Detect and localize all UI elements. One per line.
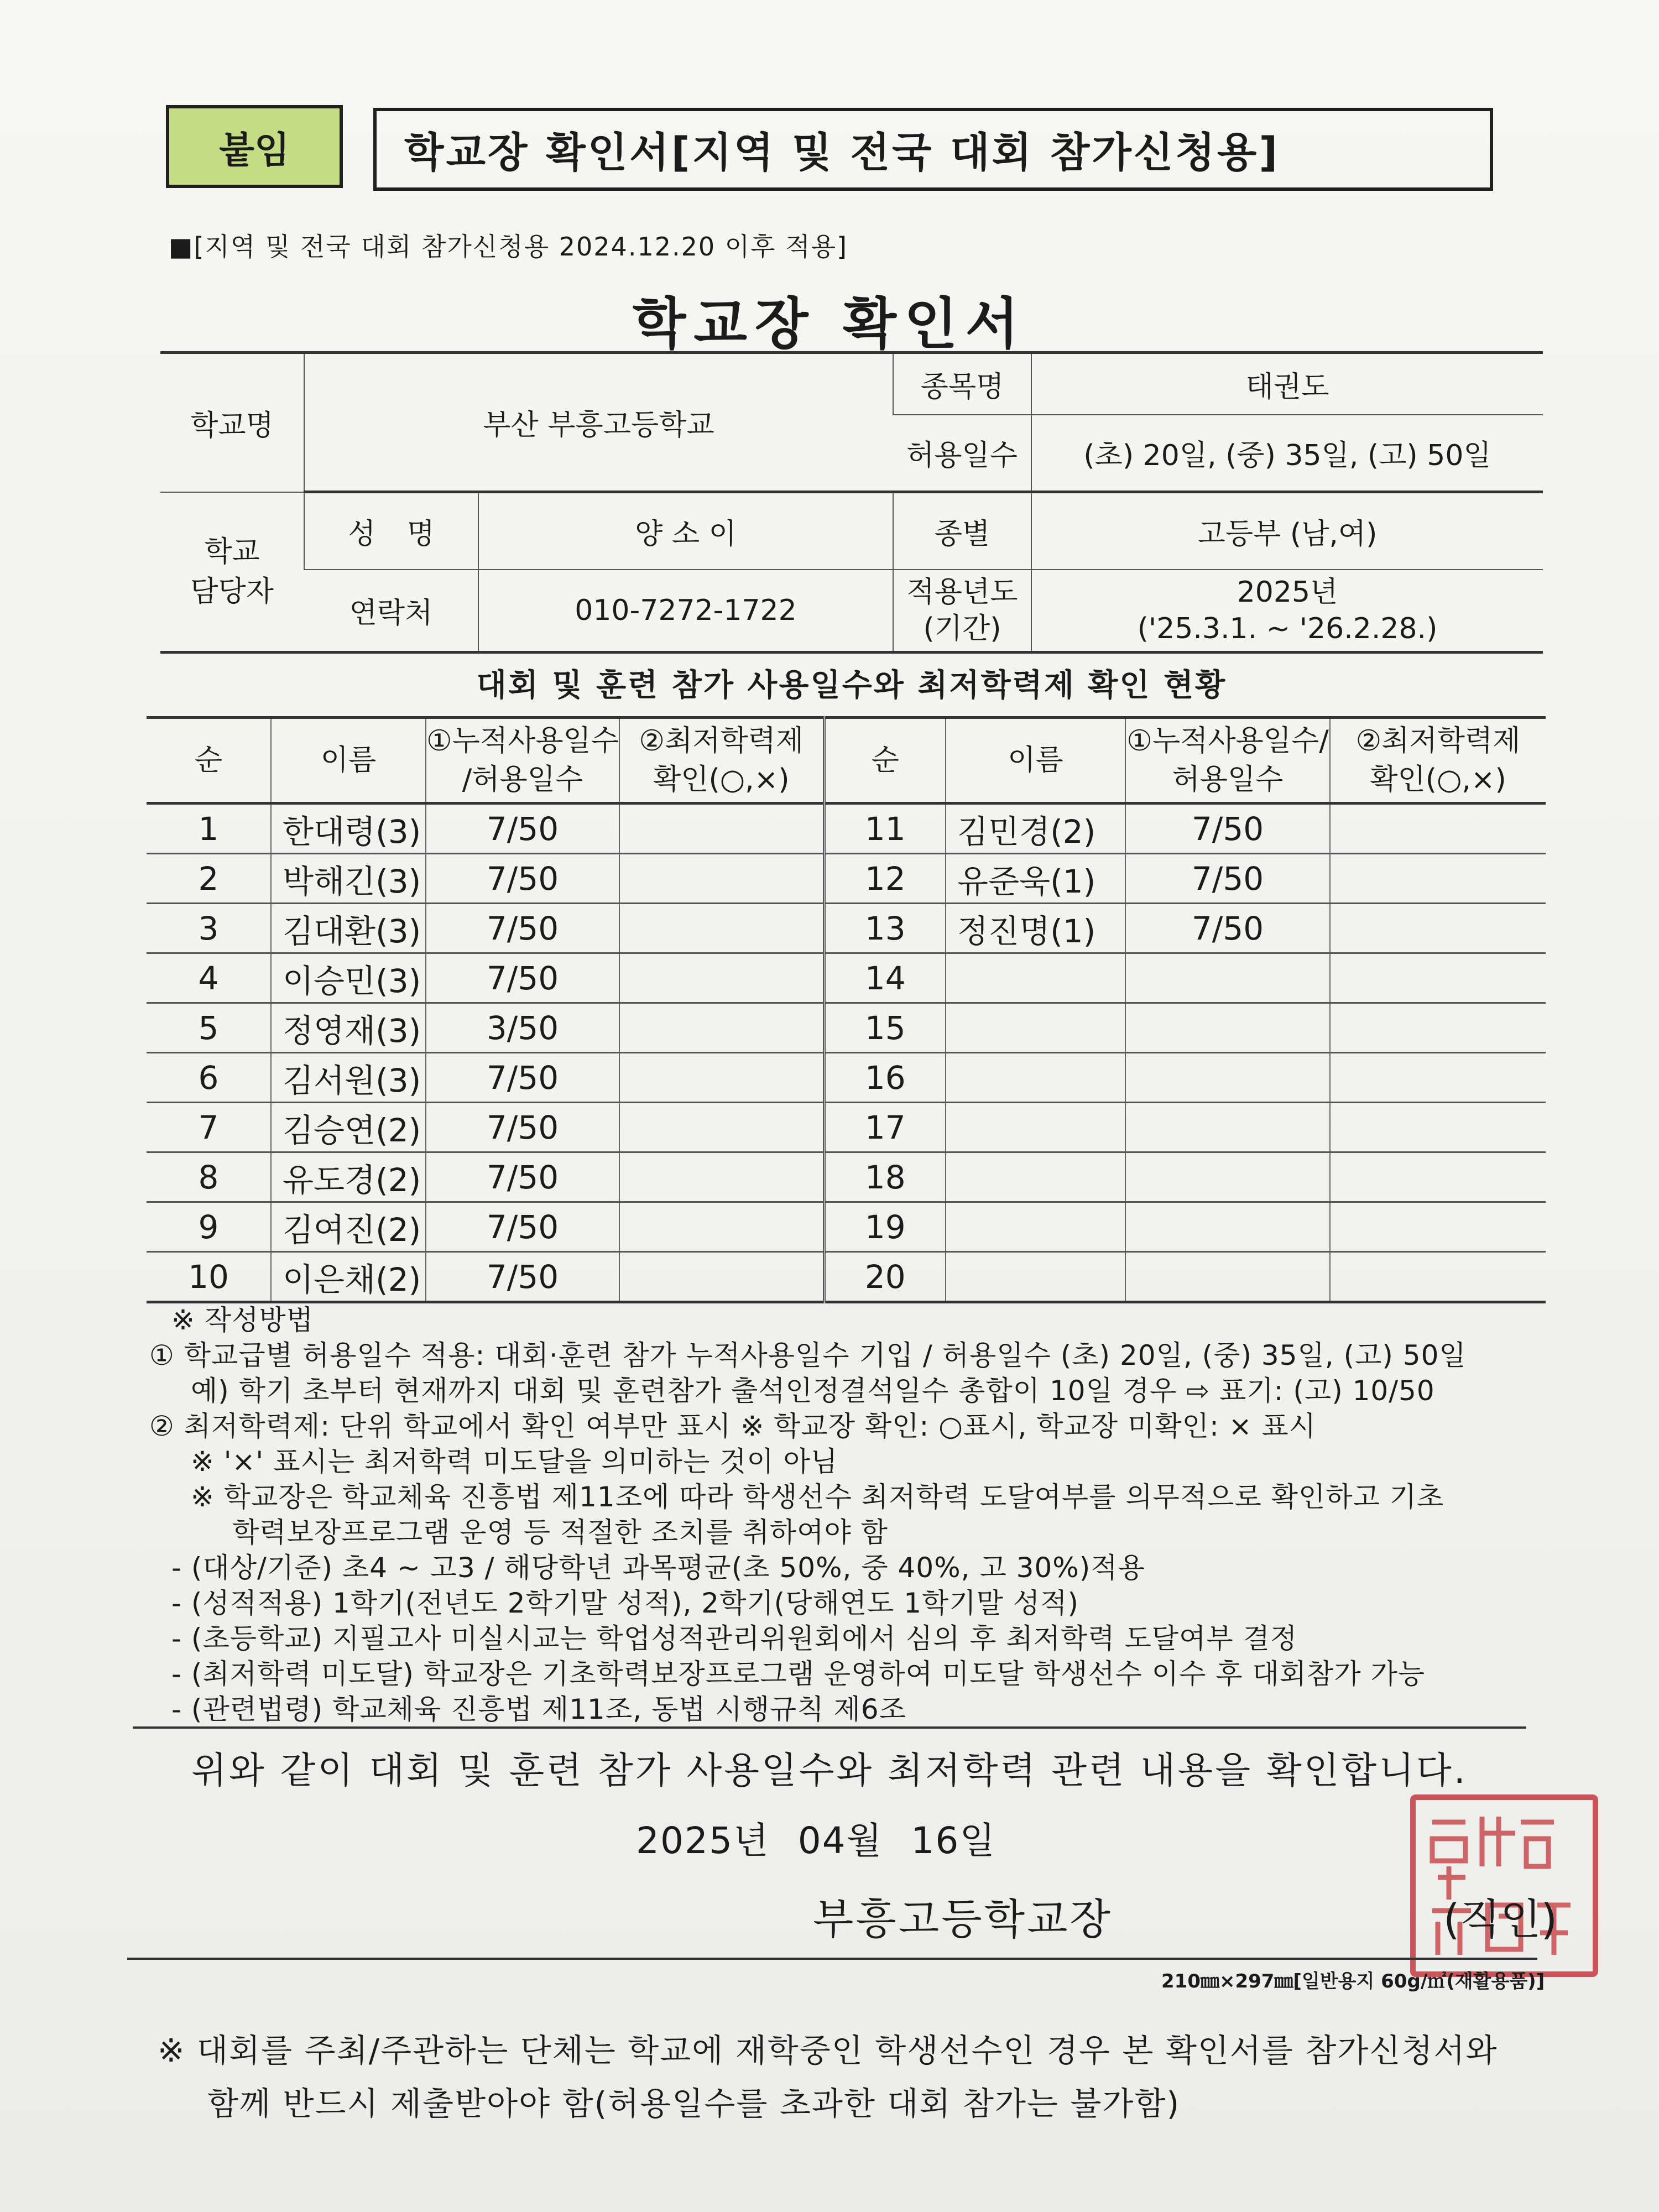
roster-subheading: 대회 및 훈련 참가 사용일수와 최저학력제 확인 현황 (476, 667, 1227, 703)
row-no-2: 11 (824, 804, 946, 854)
row-days-2 (1125, 1003, 1330, 1053)
category-label: 종별 (893, 492, 1031, 570)
row-no: 4 (147, 953, 271, 1003)
divider (133, 1726, 1526, 1729)
table-row (147, 1252, 1546, 1302)
row-days: 7/50 (426, 953, 619, 1003)
row-no-2: 18 (824, 1152, 946, 1202)
row-name-2 (946, 1103, 1125, 1152)
row-no-2: 12 (824, 854, 946, 904)
col-check-line1: ②최저학력제 (639, 724, 804, 758)
apply-year-label-line2: (기간) (923, 612, 1001, 645)
seal-label: (직인) (1443, 1895, 1558, 1944)
row-no: 10 (147, 1252, 271, 1302)
row-days: 7/50 (426, 804, 619, 854)
principal-signature: 부흥고등학교장 (813, 1895, 1113, 1944)
row-check-2 (1330, 1103, 1546, 1152)
row-check (619, 1003, 824, 1053)
row-no-2: 20 (824, 1252, 946, 1302)
paper-size-note: 210㎜×297㎜[일반용지 60g/㎡(재활용품)] (1161, 1970, 1545, 1992)
row-name: 이은채(2) (271, 1252, 426, 1302)
method-line: ※ '×' 표시는 최저학력 미도달을 의미하는 것이 아님 (191, 1446, 838, 1478)
row-check (619, 804, 824, 854)
col-check-2 (1330, 718, 1546, 804)
row-no-2: 13 (824, 904, 946, 953)
school-name-value: 부산 부흥고등학교 (304, 353, 893, 492)
method-line: ② 최저학력제: 단위 학교에서 확인 여부만 표시 ※ 학교장 확인: ○표시, 학교장 미확인: × 표시 (149, 1410, 1317, 1442)
applicability-notice: ■[지역 및 전국 대회 참가신청용 2024.12.20 이후 적용] (169, 232, 848, 262)
roster-header-row (147, 718, 1546, 804)
row-check-2 (1330, 804, 1546, 854)
row-no: 7 (147, 1103, 271, 1152)
row-no: 5 (147, 1003, 271, 1053)
contact-label-line1: 학교 (204, 535, 260, 568)
row-name: 김서원(3) (271, 1053, 426, 1103)
row-check-2 (1330, 1152, 1546, 1202)
row-days: 7/50 (426, 1252, 619, 1302)
row-days-2: 7/50 (1125, 904, 1330, 953)
row-name-2 (946, 1152, 1125, 1202)
row-check-2 (1330, 904, 1546, 953)
table-row (147, 1152, 1546, 1202)
apply-period: ('25.3.1. ~ '26.2.28.) (1137, 612, 1438, 645)
name-value: 양 소 이 (478, 492, 893, 570)
method-line: ※ 학교장은 학교체육 진흥법 제11조에 따라 학생선수 최저학력 도달여부를 의무적으로 확인하고 기초 (191, 1481, 1444, 1513)
col-days-line2: /허용일수 (462, 763, 583, 796)
row-name-2: 정진명(1) (946, 904, 1125, 953)
table-row (147, 953, 1546, 1003)
row-name: 이승민(3) (271, 953, 426, 1003)
method-line: - (초등학교) 지필고사 미실시교는 학업성적관리위원회에서 심의 후 최저학력 도달여부 결정 (171, 1623, 1298, 1655)
method-title: ※ 작성방법 (171, 1304, 314, 1336)
form-title: 학교장 확인서[지역 및 전국 대회 참가신청용] (373, 108, 1493, 191)
row-check-2 (1330, 953, 1546, 1003)
row-name-2 (946, 1003, 1125, 1053)
row-no: 6 (147, 1053, 271, 1103)
row-days: 7/50 (426, 854, 619, 904)
method-line: - (성적적용) 1학기(전년도 2학기말 성적), 2학기(당해연도 1학기말 성적) (171, 1587, 1079, 1619)
event-label: 종목명 (893, 353, 1031, 415)
table-row (147, 1103, 1546, 1152)
table-row (147, 854, 1546, 904)
row-name-2 (946, 953, 1125, 1003)
col-days (426, 718, 619, 804)
col-check2-line2: 확인(○,×) (1370, 763, 1506, 796)
col-check-line2: 확인(○,×) (653, 763, 790, 796)
row-name: 김승연(2) (271, 1103, 426, 1152)
apply-year-value (1031, 570, 1543, 653)
table-row (147, 1003, 1546, 1053)
document-title: 학교장 확인서 (632, 291, 1027, 356)
row-check-2 (1330, 1202, 1546, 1252)
row-days: 7/50 (426, 1152, 619, 1202)
writing-method-section (149, 1302, 1565, 1727)
row-name-2 (946, 1202, 1125, 1252)
col-check2-line1: ②최저학력제 (1355, 724, 1521, 758)
col-check (619, 718, 824, 804)
method-line: - (대상/기준) 초4 ~ 고3 / 해당학년 과목평균(초 50%, 중 40%, 고 30%)적용 (171, 1552, 1145, 1584)
row-no-2: 16 (824, 1053, 946, 1103)
row-name-2 (946, 1053, 1125, 1103)
row-name-2: 유준욱(1) (946, 854, 1125, 904)
footer-line: 함께 반드시 제출받아야 함(허용일수를 초과한 대회 참가는 불가함) (207, 2085, 1181, 2122)
apply-year-label (893, 570, 1031, 653)
row-name: 유도경(2) (271, 1152, 426, 1202)
contact-label-line2: 담당자 (190, 575, 274, 608)
row-days-2 (1125, 1202, 1330, 1252)
allowed-days-label: 허용일수 (893, 415, 1031, 492)
student-roster-table (147, 716, 1546, 1303)
row-no: 9 (147, 1202, 271, 1252)
row-name: 박해긴(3) (271, 854, 426, 904)
col-no-2: 순 (824, 718, 946, 804)
phone-value: 010-7272-1722 (478, 570, 893, 653)
row-check-2 (1330, 1053, 1546, 1103)
row-name: 한대령(3) (271, 804, 426, 854)
phone-label: 연락처 (304, 570, 478, 653)
col-days-2 (1125, 718, 1330, 804)
row-days: 7/50 (426, 1053, 619, 1103)
apply-year: 2025년 (1237, 575, 1338, 609)
row-days: 3/50 (426, 1003, 619, 1053)
col-no: 순 (147, 718, 271, 804)
row-no: 1 (147, 804, 271, 854)
row-days-2 (1125, 953, 1330, 1003)
row-check (619, 1103, 824, 1152)
row-name-2 (946, 1252, 1125, 1302)
row-no-2: 17 (824, 1103, 946, 1152)
table-row (147, 1202, 1546, 1252)
divider (127, 1958, 1537, 1960)
event-value: 태권도 (1031, 353, 1543, 415)
col-days2-line1: ①누적사용일수/ (1126, 724, 1329, 758)
row-no-2: 15 (824, 1003, 946, 1053)
row-no-2: 19 (824, 1202, 946, 1252)
row-no: 8 (147, 1152, 271, 1202)
allowed-days-value: (초) 20일, (중) 35일, (고) 50일 (1031, 415, 1543, 492)
row-days-2: 7/50 (1125, 804, 1330, 854)
row-days: 7/50 (426, 904, 619, 953)
confirmation-statement: 위와 같이 대회 및 훈련 참가 사용일수와 최저학력 관련 내용을 확인합니다. (191, 1749, 1468, 1792)
row-check (619, 1053, 824, 1103)
method-line: - (최저학력 미도달) 학교장은 기초학력보장프로그램 운영하여 미도달 학생선수 이수 후 대회참가 가능 (171, 1658, 1426, 1690)
col-name: 이름 (271, 718, 426, 804)
method-line: 예) 학기 초부터 현재까지 대회 및 훈련참가 출석인정결석일수 총합이 10일 경우 ⇨ 표기: (고) 10/50 (191, 1375, 1435, 1407)
row-name: 김대환(3) (271, 904, 426, 953)
category-value: 고등부 (남,여) (1031, 492, 1543, 570)
row-days: 7/50 (426, 1103, 619, 1152)
row-no: 2 (147, 854, 271, 904)
row-check (619, 904, 824, 953)
table-row (147, 804, 1546, 854)
attachment-tag: 붙임 (166, 105, 343, 188)
row-check (619, 1252, 824, 1302)
method-line: ① 학교급별 허용일수 적용: 대회·훈련 참가 누적사용일수 기입 / 허용일수 (초) 20일, (중) 35일, (고) 50일 (149, 1339, 1467, 1371)
col-days-line1: ①누적사용일수 (426, 724, 619, 758)
row-days-2 (1125, 1152, 1330, 1202)
table-row (147, 904, 1546, 953)
method-line: 학력보장프로그램 운영 등 적절한 조치를 취하여야 함 (232, 1516, 888, 1548)
method-line: - (관련법령) 학교체육 진흥법 제11조, 동법 시행규칙 제6조 (171, 1693, 906, 1725)
contact-person-label (160, 492, 304, 653)
row-check-2 (1330, 1003, 1546, 1053)
row-days-2: 7/50 (1125, 854, 1330, 904)
row-check (619, 953, 824, 1003)
row-check-2 (1330, 854, 1546, 904)
name-label: 성 명 (304, 492, 478, 570)
row-check-2 (1330, 1252, 1546, 1302)
row-name: 김여진(2) (271, 1202, 426, 1252)
row-name-2: 김민경(2) (946, 804, 1125, 854)
row-days-2 (1125, 1252, 1330, 1302)
issue-date: 2025년 04월 16일 (636, 1819, 997, 1862)
school-name-label: 학교명 (160, 353, 304, 492)
row-check (619, 854, 824, 904)
row-check (619, 1152, 824, 1202)
row-name: 정영재(3) (271, 1003, 426, 1053)
row-days: 7/50 (426, 1202, 619, 1252)
col-name-2: 이름 (946, 718, 1125, 804)
row-days-2 (1125, 1103, 1330, 1152)
table-row (147, 1053, 1546, 1103)
footer-line: ※ 대회를 주최/주관하는 단체는 학교에 재학중인 학생선수인 경우 본 확인서를 참가신청서와 (158, 2032, 1498, 2069)
footer-notice (158, 2024, 1498, 2130)
row-check (619, 1202, 824, 1252)
row-no: 3 (147, 904, 271, 953)
row-days-2 (1125, 1053, 1330, 1103)
apply-year-label-line1: 적용년도 (906, 575, 1018, 609)
school-info-table (160, 351, 1543, 654)
col-days2-line2: 허용일수 (1172, 763, 1284, 796)
row-no-2: 14 (824, 953, 946, 1003)
